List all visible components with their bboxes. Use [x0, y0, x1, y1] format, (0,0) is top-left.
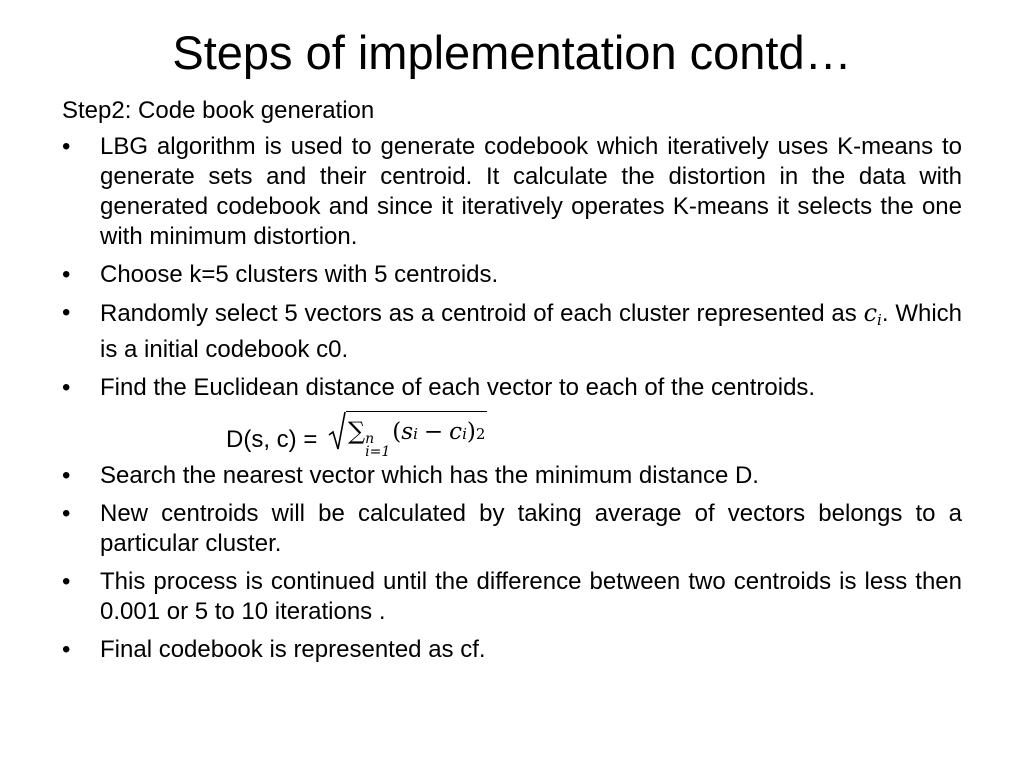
- sum-lower-limit: i=1: [365, 444, 391, 460]
- term-s-subscript: i: [413, 425, 418, 443]
- slide-body: [62, 96, 962, 673]
- bullet-list-continued: [62, 461, 962, 665]
- sum-symbol: ∑: [348, 417, 366, 445]
- formula-lhs: D(s, c) =: [226, 426, 325, 453]
- bullet-item-process-continued: [62, 567, 962, 627]
- square-root-icon: [328, 411, 346, 451]
- bullet-icon: •: [62, 636, 71, 663]
- bullet-text: This process is continued until the difference between two centroids is less then 0.001 or 5 to 10 iterations .: [100, 568, 962, 625]
- bullet-item-new-centroids: [62, 499, 962, 559]
- close-paren: ): [466, 419, 476, 445]
- sum-limits: [365, 433, 390, 459]
- slide-title: Steps of implementation contd…: [172, 26, 852, 79]
- square-root: [328, 411, 487, 460]
- bullet-item-random-select: [62, 298, 962, 365]
- term-s: s: [401, 419, 414, 445]
- bullet-text: Find the Euclidean distance of each vector to each of the centroids.: [100, 374, 816, 401]
- bullet-text: Choose k=5 clusters with 5 centroids.: [100, 261, 499, 288]
- open-paren: (: [392, 419, 402, 445]
- centroid-variable: $c_i$: [863, 299, 882, 329]
- minus-sign: −: [423, 419, 444, 445]
- bullet-icon: •: [62, 568, 71, 595]
- bullet-item-choose-k: [62, 260, 962, 290]
- bullet-text: LBG algorithm is used to generate codebook which iteratively uses K-means to generate sets and their centroid. It calculate the distortion in the data with generated codebook and since it iteratively operates K-means it selects the one with minimum distortion.: [100, 133, 962, 250]
- distance-formula: [62, 411, 962, 460]
- radicand: [346, 411, 487, 460]
- term-c-subscript: i: [462, 425, 467, 443]
- step-heading: Step2: Code book generation: [62, 97, 375, 124]
- bullet-list: [62, 132, 962, 403]
- bullet-text: New centroids will be calculated by taking average of vectors belongs to a particular cluster.: [100, 500, 962, 557]
- term-c: c: [449, 419, 463, 445]
- bullet-text-after: . Which is a initial codebook c0.: [100, 300, 963, 363]
- bullet-item-final-codebook: [62, 635, 962, 665]
- bullet-text-before: Randomly select 5 vectors as a centroid of each cluster represented as: [100, 300, 864, 327]
- bullet-icon: •: [62, 261, 71, 288]
- bullet-item-euclidean: [62, 373, 962, 403]
- bullet-icon: •: [62, 500, 71, 527]
- sum-upper-limit: n: [365, 431, 375, 447]
- bullet-item-lbg: [62, 132, 962, 252]
- bullet-icon: •: [62, 133, 71, 160]
- bullet-text: [100, 298, 962, 365]
- bullet-item-nearest: [62, 461, 962, 491]
- power-exponent: 2: [475, 425, 486, 443]
- bullet-icon: •: [62, 374, 71, 401]
- bullet-text: Search the nearest vector which has the minimum distance D.: [100, 462, 759, 489]
- bullet-text: Final codebook is represented as cf.: [100, 636, 486, 663]
- bullet-icon: •: [62, 299, 71, 326]
- bullet-icon: •: [62, 462, 71, 489]
